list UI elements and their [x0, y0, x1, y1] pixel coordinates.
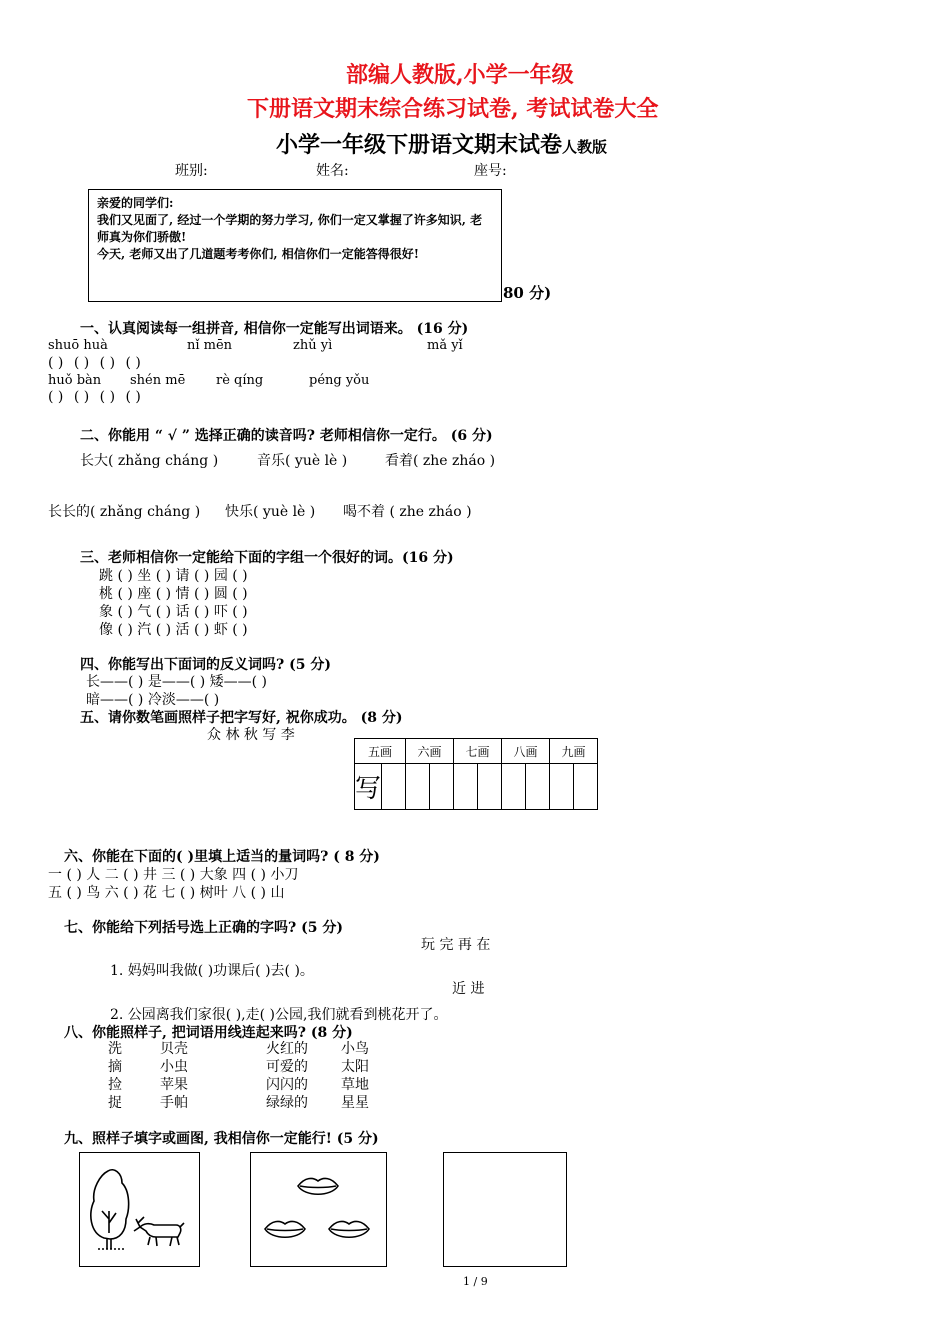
write-cell[interactable]	[502, 764, 526, 810]
match-column-adjectives	[266, 1040, 308, 1112]
pronunciation-item-1[interactable]: 长大( zhǎng cháng )	[80, 453, 219, 469]
goat-icon	[134, 1217, 184, 1246]
word-group-row-4[interactable]: 像 ( ) 汽 ( ) 活 ( ) 虾 ( )	[99, 622, 248, 638]
match-word[interactable]: 可爱的	[266, 1059, 308, 1075]
match-word[interactable]: 小鸟	[341, 1041, 369, 1057]
section-9-title: 九、照样子填字或画图, 我相信你一定能行! (5 分)	[64, 1131, 379, 1147]
section-7-title: 七、你能给下列括号选上正确的字吗? (5 分)	[64, 920, 343, 936]
stroke-header-6: 六画	[406, 739, 454, 764]
picture-box-tree-goat	[79, 1152, 200, 1267]
pinyin-5: huǒ bàn	[48, 373, 102, 388]
stroke-characters: 众 林 秋 写 李	[207, 727, 295, 743]
answer-blank[interactable]: ( )	[48, 355, 64, 371]
notice-box	[88, 189, 502, 302]
write-cell[interactable]	[478, 764, 502, 810]
answer-blank[interactable]: ( )	[99, 389, 116, 405]
page-number: 1 / 9	[463, 1275, 488, 1288]
match-word[interactable]: 火红的	[266, 1041, 308, 1057]
picture-box-lips	[250, 1152, 387, 1267]
pronunciation-item-4[interactable]: 长长的( zhǎng cháng )	[48, 504, 201, 520]
pronunciation-item-6[interactable]: 喝不着 ( zhe zháo )	[343, 504, 472, 520]
page-title-main: 小学一年级下册语文期末试卷	[276, 132, 563, 158]
match-word[interactable]: 手帕	[160, 1095, 188, 1111]
stroke-header-9: 九画	[550, 739, 598, 764]
notice-line-1: 亲爱的同学们:	[97, 196, 174, 210]
stroke-header-8: 八画	[502, 739, 550, 764]
word-group-row-1[interactable]: 跳 ( ) 坐 ( ) 请 ( ) 园 ( )	[99, 568, 248, 584]
name-label: 姓名:	[316, 163, 349, 179]
word-group-row-3[interactable]: 象 ( ) 气 ( ) 话 ( ) 吓 ( )	[99, 604, 248, 620]
write-cell[interactable]	[382, 764, 406, 810]
write-cell[interactable]	[574, 764, 598, 810]
fill-question-1[interactable]: 1. 妈妈叫我做( )功课后( )去( )。	[110, 963, 314, 979]
lips-icon	[265, 1221, 305, 1237]
measure-word-row-1[interactable]: 一 ( ) 人 二 ( ) 井 三 ( ) 大象 四 ( ) 小刀	[48, 867, 299, 883]
lips-icon	[298, 1178, 338, 1194]
fill-question-2[interactable]: 2. 公园离我们家很( ),走( )公园,我们就看到桃花开了。	[110, 1007, 448, 1023]
match-word[interactable]: 星星	[341, 1095, 369, 1111]
seat-label: 座号:	[474, 163, 507, 179]
answer-blank[interactable]: ( )	[73, 355, 90, 371]
stroke-header-7: 七画	[454, 739, 502, 764]
write-cell[interactable]	[526, 764, 550, 810]
answer-blank-row-1	[48, 355, 141, 371]
example-character: 写	[355, 764, 382, 810]
pinyin-7: rè qíng	[216, 373, 264, 388]
section-5-title: 五、请你数笔画照样子把字写好, 祝你成功。 (8 分)	[80, 710, 403, 726]
match-column-nouns-left	[160, 1040, 188, 1112]
section-2-title: 二、你能用 “ √ ” 选择正确的读音吗? 老师相信你一定行。 (6 分)	[80, 428, 493, 444]
pinyin-3: zhǔ yì	[293, 338, 333, 353]
antonym-row-2[interactable]: 暗——( ) 冷淡——( )	[86, 692, 220, 708]
answer-blank[interactable]: ( )	[48, 389, 64, 405]
write-cell[interactable]	[406, 764, 430, 810]
answer-blank[interactable]: ( )	[73, 389, 90, 405]
header-red-line-2: 下册语文期末综合练习试卷, 考试试卷大全	[247, 96, 659, 122]
match-column-verbs	[108, 1040, 122, 1112]
pinyin-1: shuō huà	[48, 338, 108, 353]
answer-blank[interactable]: ( )	[125, 389, 141, 405]
stroke-header-5: 五画	[355, 739, 406, 764]
choice-options-2: 近 进	[452, 981, 485, 997]
page-title-suffix: 人教版	[562, 138, 608, 156]
match-word[interactable]: 闪闪的	[266, 1077, 308, 1093]
tree-and-goat-illustration	[80, 1153, 199, 1266]
match-word[interactable]: 洗	[108, 1041, 122, 1057]
section-1-title: 一、认真阅读每一组拼音, 相信你一定能写出词语来。 (16 分)	[80, 321, 469, 337]
lips-icon	[329, 1221, 369, 1237]
write-cell[interactable]	[550, 764, 574, 810]
pinyin-6: shén mē	[130, 373, 186, 388]
answer-blank-row-2	[48, 389, 141, 405]
match-word[interactable]: 贝壳	[160, 1041, 188, 1057]
antonym-row-1[interactable]: 长——( ) 是——( ) 矮——( )	[86, 674, 268, 690]
blank-drawing-box[interactable]	[443, 1152, 567, 1267]
match-word[interactable]: 捡	[108, 1077, 122, 1093]
match-word[interactable]: 小虫	[160, 1059, 188, 1075]
match-column-nouns-right	[341, 1040, 369, 1112]
measure-word-row-2[interactable]: 五 ( ) 鸟 六 ( ) 花 七 ( ) 树叶 八 ( ) 山	[48, 885, 285, 901]
pronunciation-item-5[interactable]: 快乐( yuè lè )	[225, 504, 316, 520]
section-8-title: 八、你能照样子, 把词语用线连起来吗? (8 分)	[64, 1025, 353, 1041]
match-word[interactable]: 捉	[108, 1095, 122, 1111]
match-word[interactable]: 绿绿的	[266, 1095, 308, 1111]
notice-line-3: 今天, 老师又出了几道题考考你们, 相信你们一定能答得很好!	[97, 247, 419, 261]
total-score: 80 分)	[503, 284, 552, 302]
header-red-line-1: 部编人教版,小学一年级	[346, 62, 574, 88]
match-word[interactable]: 太阳	[341, 1059, 369, 1075]
answer-blank[interactable]: ( )	[125, 355, 141, 371]
write-cell[interactable]	[454, 764, 478, 810]
class-label: 班别:	[175, 163, 208, 179]
match-word[interactable]: 苹果	[160, 1077, 188, 1093]
section-4-title: 四、你能写出下面词的反义词吗? (5 分)	[80, 657, 331, 673]
write-cell[interactable]	[430, 764, 454, 810]
page-title	[276, 128, 607, 159]
match-word[interactable]: 摘	[108, 1059, 122, 1075]
answer-blank[interactable]: ( )	[99, 355, 116, 371]
section-6-title: 六、你能在下面的( )里填上适当的量词吗? ( 8 分)	[64, 849, 380, 865]
notice-line-2: 我们又见面了, 经过一个学期的努力学习, 你们一定又掌握了许多知识, 老师真为你们骄傲!	[97, 213, 483, 244]
word-group-row-2[interactable]: 桃 ( ) 座 ( ) 情 ( ) 圆 ( )	[99, 586, 248, 602]
section-3-title: 三、老师相信你一定能给下面的字组一个很好的词。(16 分)	[80, 550, 454, 566]
pronunciation-item-3[interactable]: 看着( zhe zháo )	[385, 453, 496, 469]
stroke-count-grid	[354, 738, 598, 810]
pronunciation-item-2[interactable]: 音乐( yuè lè )	[257, 453, 348, 469]
tree-icon	[91, 1170, 129, 1249]
pinyin-8: péng yǒu	[309, 373, 370, 388]
choice-options-1: 玩 完 再 在	[421, 937, 491, 953]
pinyin-4: mǎ yǐ	[427, 338, 463, 353]
pinyin-2: nǐ mēn	[187, 338, 233, 353]
match-word[interactable]: 草地	[341, 1077, 369, 1093]
lips-illustration	[251, 1153, 386, 1266]
